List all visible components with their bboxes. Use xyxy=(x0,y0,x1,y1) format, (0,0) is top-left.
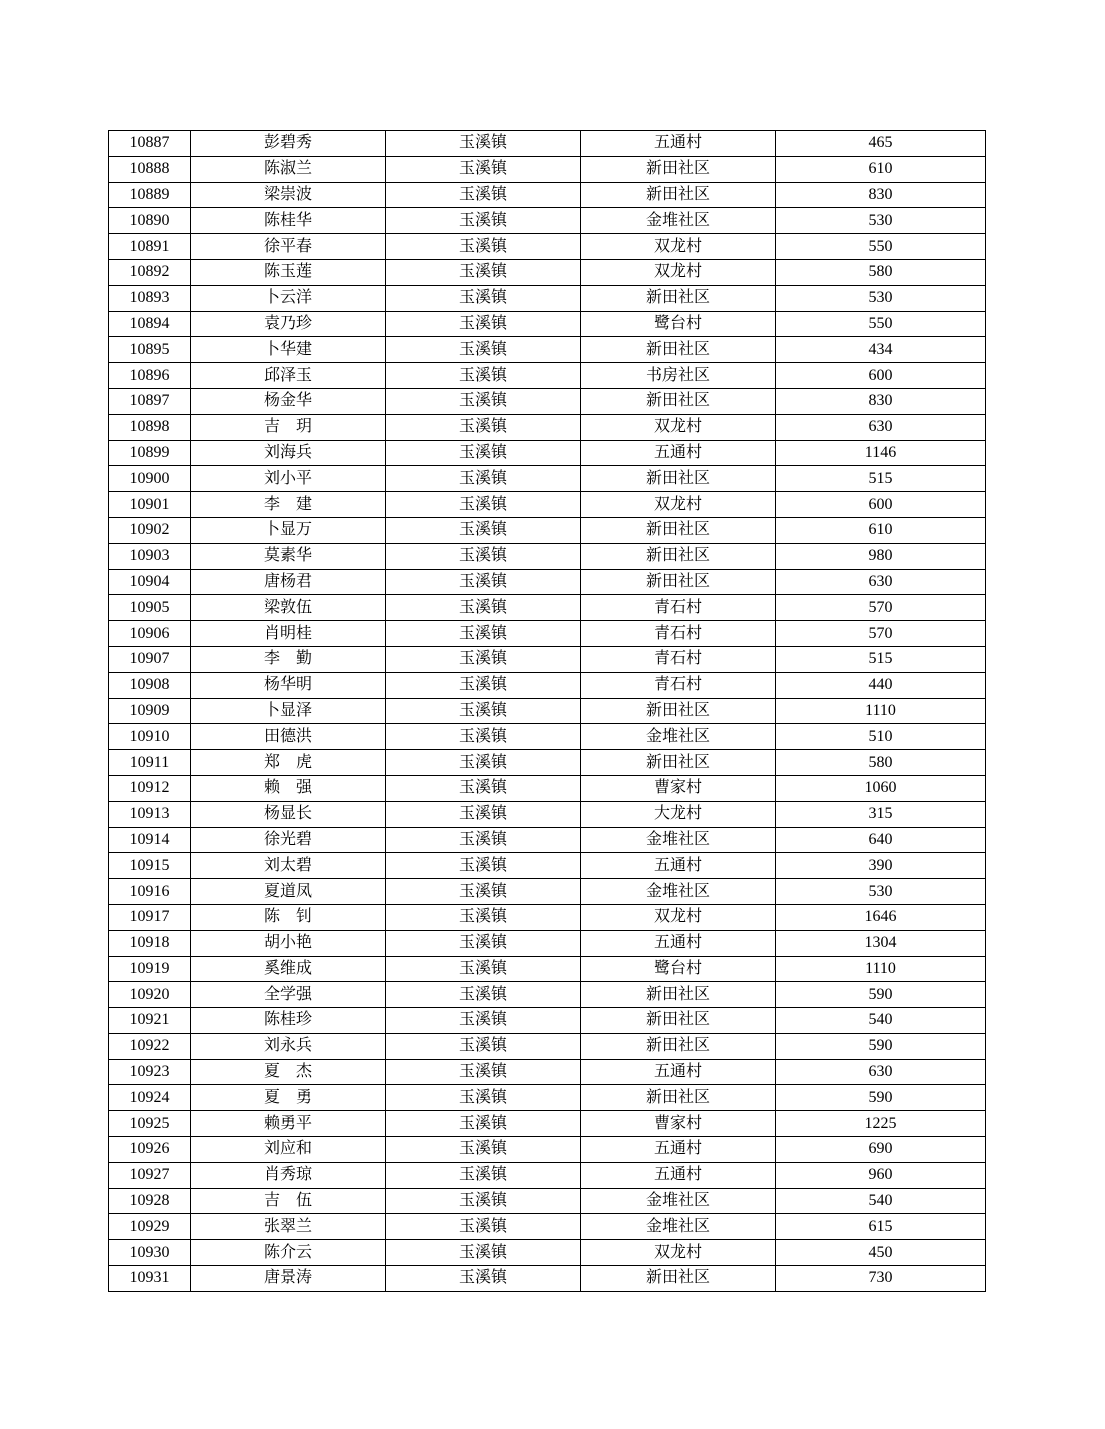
table-row xyxy=(109,517,986,543)
table-row xyxy=(109,750,986,776)
table-row xyxy=(109,879,986,905)
cell-village: 五通村 xyxy=(581,440,776,466)
cell-village: 鹭台村 xyxy=(581,311,776,337)
cell-name: 肖明桂 xyxy=(191,621,386,647)
cell-village: 新田社区 xyxy=(581,543,776,569)
cell-name: 杨显长 xyxy=(191,801,386,827)
table-row xyxy=(109,930,986,956)
cell-name: 夏 勇 xyxy=(191,1085,386,1111)
cell-name: 全学强 xyxy=(191,982,386,1008)
table-row xyxy=(109,1214,986,1240)
cell-name: 赖勇平 xyxy=(191,1111,386,1137)
cell-town: 玉溪镇 xyxy=(386,1008,581,1034)
cell-serial: 10928 xyxy=(109,1188,191,1214)
cell-name: 卜华建 xyxy=(191,337,386,363)
cell-village: 新田社区 xyxy=(581,1008,776,1034)
cell-town: 玉溪镇 xyxy=(386,517,581,543)
cell-town: 玉溪镇 xyxy=(386,1111,581,1137)
cell-name: 徐光碧 xyxy=(191,827,386,853)
cell-village: 新田社区 xyxy=(581,698,776,724)
cell-town: 玉溪镇 xyxy=(386,1033,581,1059)
cell-amount: 600 xyxy=(776,363,986,389)
cell-serial: 10893 xyxy=(109,285,191,311)
cell-amount: 515 xyxy=(776,466,986,492)
cell-serial: 10916 xyxy=(109,879,191,905)
cell-name: 卜云洋 xyxy=(191,285,386,311)
cell-amount: 630 xyxy=(776,414,986,440)
cell-amount: 960 xyxy=(776,1162,986,1188)
cell-amount: 690 xyxy=(776,1137,986,1163)
cell-name: 肖秀琼 xyxy=(191,1162,386,1188)
cell-name: 李 建 xyxy=(191,492,386,518)
cell-town: 玉溪镇 xyxy=(386,311,581,337)
cell-serial: 10903 xyxy=(109,543,191,569)
cell-amount: 640 xyxy=(776,827,986,853)
cell-town: 玉溪镇 xyxy=(386,363,581,389)
table-row xyxy=(109,827,986,853)
table-row xyxy=(109,259,986,285)
cell-name: 田德洪 xyxy=(191,724,386,750)
cell-town: 玉溪镇 xyxy=(386,853,581,879)
cell-serial: 10924 xyxy=(109,1085,191,1111)
cell-serial: 10927 xyxy=(109,1162,191,1188)
table-row xyxy=(109,440,986,466)
cell-serial: 10889 xyxy=(109,182,191,208)
cell-amount: 570 xyxy=(776,595,986,621)
cell-name: 梁崇波 xyxy=(191,182,386,208)
cell-village: 新田社区 xyxy=(581,1266,776,1292)
cell-village: 新田社区 xyxy=(581,750,776,776)
cell-town: 玉溪镇 xyxy=(386,801,581,827)
cell-town: 玉溪镇 xyxy=(386,621,581,647)
cell-serial: 10907 xyxy=(109,646,191,672)
cell-name: 唐杨君 xyxy=(191,569,386,595)
table-row xyxy=(109,543,986,569)
cell-serial: 10896 xyxy=(109,363,191,389)
cell-amount: 1304 xyxy=(776,930,986,956)
cell-village: 双龙村 xyxy=(581,259,776,285)
cell-amount: 830 xyxy=(776,182,986,208)
cell-name: 唐景涛 xyxy=(191,1266,386,1292)
table-row xyxy=(109,1059,986,1085)
table-row xyxy=(109,904,986,930)
cell-village: 新田社区 xyxy=(581,982,776,1008)
cell-serial: 10901 xyxy=(109,492,191,518)
cell-village: 新田社区 xyxy=(581,1085,776,1111)
cell-amount: 530 xyxy=(776,285,986,311)
cell-town: 玉溪镇 xyxy=(386,982,581,1008)
cell-name: 吉 伍 xyxy=(191,1188,386,1214)
cell-village: 新田社区 xyxy=(581,517,776,543)
cell-amount: 510 xyxy=(776,724,986,750)
cell-amount: 515 xyxy=(776,646,986,672)
cell-amount: 600 xyxy=(776,492,986,518)
cell-town: 玉溪镇 xyxy=(386,698,581,724)
table-row xyxy=(109,621,986,647)
cell-town: 玉溪镇 xyxy=(386,131,581,157)
table-row xyxy=(109,414,986,440)
cell-serial: 10919 xyxy=(109,956,191,982)
cell-village: 双龙村 xyxy=(581,904,776,930)
cell-village: 新田社区 xyxy=(581,156,776,182)
cell-serial: 10910 xyxy=(109,724,191,750)
cell-name: 陈淑兰 xyxy=(191,156,386,182)
table-row xyxy=(109,1240,986,1266)
cell-amount: 580 xyxy=(776,259,986,285)
cell-serial: 10887 xyxy=(109,131,191,157)
cell-serial: 10888 xyxy=(109,156,191,182)
cell-serial: 10915 xyxy=(109,853,191,879)
cell-serial: 10897 xyxy=(109,388,191,414)
cell-amount: 580 xyxy=(776,750,986,776)
cell-village: 新田社区 xyxy=(581,569,776,595)
cell-town: 玉溪镇 xyxy=(386,879,581,905)
cell-village: 大龙村 xyxy=(581,801,776,827)
table-row xyxy=(109,956,986,982)
cell-village: 青石村 xyxy=(581,672,776,698)
table-row xyxy=(109,569,986,595)
cell-amount: 730 xyxy=(776,1266,986,1292)
table-row xyxy=(109,1033,986,1059)
cell-town: 玉溪镇 xyxy=(386,1214,581,1240)
cell-serial: 10911 xyxy=(109,750,191,776)
cell-amount: 615 xyxy=(776,1214,986,1240)
cell-serial: 10906 xyxy=(109,621,191,647)
cell-amount: 550 xyxy=(776,234,986,260)
cell-town: 玉溪镇 xyxy=(386,543,581,569)
cell-town: 玉溪镇 xyxy=(386,337,581,363)
cell-town: 玉溪镇 xyxy=(386,595,581,621)
cell-serial: 10904 xyxy=(109,569,191,595)
cell-name: 陈玉莲 xyxy=(191,259,386,285)
cell-serial: 10930 xyxy=(109,1240,191,1266)
table-row xyxy=(109,388,986,414)
cell-village: 金堆社区 xyxy=(581,879,776,905)
records-table-body xyxy=(109,131,986,1292)
cell-village: 五通村 xyxy=(581,930,776,956)
cell-town: 玉溪镇 xyxy=(386,930,581,956)
cell-village: 书房社区 xyxy=(581,363,776,389)
records-table xyxy=(108,130,986,1292)
cell-village: 新田社区 xyxy=(581,337,776,363)
table-row xyxy=(109,982,986,1008)
cell-town: 玉溪镇 xyxy=(386,208,581,234)
cell-amount: 550 xyxy=(776,311,986,337)
cell-amount: 440 xyxy=(776,672,986,698)
cell-name: 陈桂珍 xyxy=(191,1008,386,1034)
table-row xyxy=(109,208,986,234)
cell-village: 新田社区 xyxy=(581,182,776,208)
table-row xyxy=(109,1266,986,1292)
cell-serial: 10898 xyxy=(109,414,191,440)
table-row xyxy=(109,311,986,337)
cell-serial: 10890 xyxy=(109,208,191,234)
cell-village: 青石村 xyxy=(581,621,776,647)
cell-village: 双龙村 xyxy=(581,1240,776,1266)
table-row xyxy=(109,672,986,698)
table-row xyxy=(109,234,986,260)
cell-town: 玉溪镇 xyxy=(386,1059,581,1085)
table-row xyxy=(109,853,986,879)
cell-name: 刘小平 xyxy=(191,466,386,492)
table-row xyxy=(109,775,986,801)
cell-town: 玉溪镇 xyxy=(386,440,581,466)
cell-name: 胡小艳 xyxy=(191,930,386,956)
cell-village: 金堆社区 xyxy=(581,208,776,234)
cell-village: 金堆社区 xyxy=(581,827,776,853)
cell-name: 李 勤 xyxy=(191,646,386,672)
cell-serial: 10913 xyxy=(109,801,191,827)
cell-amount: 530 xyxy=(776,208,986,234)
cell-amount: 1146 xyxy=(776,440,986,466)
cell-village: 鹭台村 xyxy=(581,956,776,982)
table-row xyxy=(109,1111,986,1137)
cell-name: 杨金华 xyxy=(191,388,386,414)
cell-village: 金堆社区 xyxy=(581,1214,776,1240)
cell-amount: 980 xyxy=(776,543,986,569)
table-row xyxy=(109,156,986,182)
cell-serial: 10891 xyxy=(109,234,191,260)
cell-amount: 610 xyxy=(776,517,986,543)
cell-name: 徐平春 xyxy=(191,234,386,260)
table-row xyxy=(109,492,986,518)
cell-town: 玉溪镇 xyxy=(386,904,581,930)
table-row xyxy=(109,131,986,157)
cell-name: 刘海兵 xyxy=(191,440,386,466)
cell-village: 金堆社区 xyxy=(581,724,776,750)
cell-village: 双龙村 xyxy=(581,414,776,440)
cell-name: 陈桂华 xyxy=(191,208,386,234)
cell-name: 陈 钊 xyxy=(191,904,386,930)
cell-village: 青石村 xyxy=(581,595,776,621)
cell-town: 玉溪镇 xyxy=(386,672,581,698)
table-row xyxy=(109,724,986,750)
cell-village: 五通村 xyxy=(581,1162,776,1188)
cell-amount: 1110 xyxy=(776,698,986,724)
cell-amount: 540 xyxy=(776,1188,986,1214)
cell-village: 金堆社区 xyxy=(581,1188,776,1214)
cell-serial: 10892 xyxy=(109,259,191,285)
cell-village: 双龙村 xyxy=(581,234,776,260)
cell-village: 曹家村 xyxy=(581,775,776,801)
cell-town: 玉溪镇 xyxy=(386,956,581,982)
cell-name: 梁敦伍 xyxy=(191,595,386,621)
table-row xyxy=(109,801,986,827)
cell-town: 玉溪镇 xyxy=(386,1162,581,1188)
cell-town: 玉溪镇 xyxy=(386,1266,581,1292)
cell-name: 夏 杰 xyxy=(191,1059,386,1085)
table-row xyxy=(109,285,986,311)
table-row xyxy=(109,1188,986,1214)
cell-town: 玉溪镇 xyxy=(386,414,581,440)
cell-name: 杨华明 xyxy=(191,672,386,698)
table-row xyxy=(109,698,986,724)
cell-town: 玉溪镇 xyxy=(386,234,581,260)
cell-village: 五通村 xyxy=(581,853,776,879)
table-row xyxy=(109,1085,986,1111)
cell-amount: 450 xyxy=(776,1240,986,1266)
cell-village: 新田社区 xyxy=(581,388,776,414)
cell-amount: 540 xyxy=(776,1008,986,1034)
cell-name: 吉 玥 xyxy=(191,414,386,440)
cell-serial: 10920 xyxy=(109,982,191,1008)
cell-name: 张翠兰 xyxy=(191,1214,386,1240)
cell-amount: 434 xyxy=(776,337,986,363)
cell-serial: 10908 xyxy=(109,672,191,698)
cell-town: 玉溪镇 xyxy=(386,1240,581,1266)
cell-serial: 10929 xyxy=(109,1214,191,1240)
cell-serial: 10918 xyxy=(109,930,191,956)
cell-serial: 10899 xyxy=(109,440,191,466)
cell-name: 奚维成 xyxy=(191,956,386,982)
cell-town: 玉溪镇 xyxy=(386,1085,581,1111)
cell-name: 夏道凤 xyxy=(191,879,386,905)
cell-village: 新田社区 xyxy=(581,285,776,311)
cell-town: 玉溪镇 xyxy=(386,724,581,750)
cell-serial: 10925 xyxy=(109,1111,191,1137)
cell-town: 玉溪镇 xyxy=(386,569,581,595)
cell-amount: 1225 xyxy=(776,1111,986,1137)
table-row xyxy=(109,182,986,208)
cell-village: 曹家村 xyxy=(581,1111,776,1137)
cell-town: 玉溪镇 xyxy=(386,182,581,208)
cell-serial: 10894 xyxy=(109,311,191,337)
cell-serial: 10902 xyxy=(109,517,191,543)
cell-town: 玉溪镇 xyxy=(386,750,581,776)
cell-amount: 570 xyxy=(776,621,986,647)
cell-serial: 10914 xyxy=(109,827,191,853)
cell-amount: 530 xyxy=(776,879,986,905)
cell-village: 青石村 xyxy=(581,646,776,672)
table-row xyxy=(109,337,986,363)
cell-amount: 1060 xyxy=(776,775,986,801)
cell-town: 玉溪镇 xyxy=(386,388,581,414)
cell-amount: 630 xyxy=(776,1059,986,1085)
cell-name: 卜显泽 xyxy=(191,698,386,724)
cell-amount: 390 xyxy=(776,853,986,879)
table-row xyxy=(109,1008,986,1034)
cell-name: 卜显万 xyxy=(191,517,386,543)
cell-name: 刘永兵 xyxy=(191,1033,386,1059)
cell-serial: 10926 xyxy=(109,1137,191,1163)
table-row xyxy=(109,595,986,621)
cell-town: 玉溪镇 xyxy=(386,1188,581,1214)
cell-village: 新田社区 xyxy=(581,1033,776,1059)
cell-amount: 1646 xyxy=(776,904,986,930)
cell-serial: 10909 xyxy=(109,698,191,724)
cell-village: 双龙村 xyxy=(581,492,776,518)
cell-serial: 10895 xyxy=(109,337,191,363)
cell-serial: 10912 xyxy=(109,775,191,801)
cell-town: 玉溪镇 xyxy=(386,1137,581,1163)
cell-name: 彭碧秀 xyxy=(191,131,386,157)
cell-amount: 590 xyxy=(776,1033,986,1059)
cell-serial: 10917 xyxy=(109,904,191,930)
cell-name: 郑 虎 xyxy=(191,750,386,776)
table-row xyxy=(109,466,986,492)
cell-amount: 610 xyxy=(776,156,986,182)
table-row xyxy=(109,1162,986,1188)
cell-name: 邱泽玉 xyxy=(191,363,386,389)
cell-village: 新田社区 xyxy=(581,466,776,492)
cell-town: 玉溪镇 xyxy=(386,156,581,182)
cell-amount: 465 xyxy=(776,131,986,157)
cell-town: 玉溪镇 xyxy=(386,492,581,518)
cell-village: 五通村 xyxy=(581,1137,776,1163)
cell-town: 玉溪镇 xyxy=(386,775,581,801)
table-row xyxy=(109,1137,986,1163)
cell-village: 五通村 xyxy=(581,131,776,157)
cell-village: 五通村 xyxy=(581,1059,776,1085)
table-row xyxy=(109,646,986,672)
cell-serial: 10922 xyxy=(109,1033,191,1059)
cell-town: 玉溪镇 xyxy=(386,285,581,311)
cell-serial: 10900 xyxy=(109,466,191,492)
cell-name: 赖 强 xyxy=(191,775,386,801)
cell-serial: 10923 xyxy=(109,1059,191,1085)
cell-amount: 630 xyxy=(776,569,986,595)
cell-amount: 315 xyxy=(776,801,986,827)
cell-town: 玉溪镇 xyxy=(386,259,581,285)
cell-name: 陈介云 xyxy=(191,1240,386,1266)
cell-amount: 1110 xyxy=(776,956,986,982)
cell-name: 莫素华 xyxy=(191,543,386,569)
cell-serial: 10931 xyxy=(109,1266,191,1292)
cell-name: 刘应和 xyxy=(191,1137,386,1163)
table-row xyxy=(109,363,986,389)
cell-town: 玉溪镇 xyxy=(386,646,581,672)
cell-town: 玉溪镇 xyxy=(386,827,581,853)
cell-name: 袁乃珍 xyxy=(191,311,386,337)
cell-amount: 590 xyxy=(776,982,986,1008)
cell-town: 玉溪镇 xyxy=(386,466,581,492)
cell-name: 刘太碧 xyxy=(191,853,386,879)
cell-serial: 10905 xyxy=(109,595,191,621)
cell-amount: 830 xyxy=(776,388,986,414)
cell-serial: 10921 xyxy=(109,1008,191,1034)
cell-amount: 590 xyxy=(776,1085,986,1111)
